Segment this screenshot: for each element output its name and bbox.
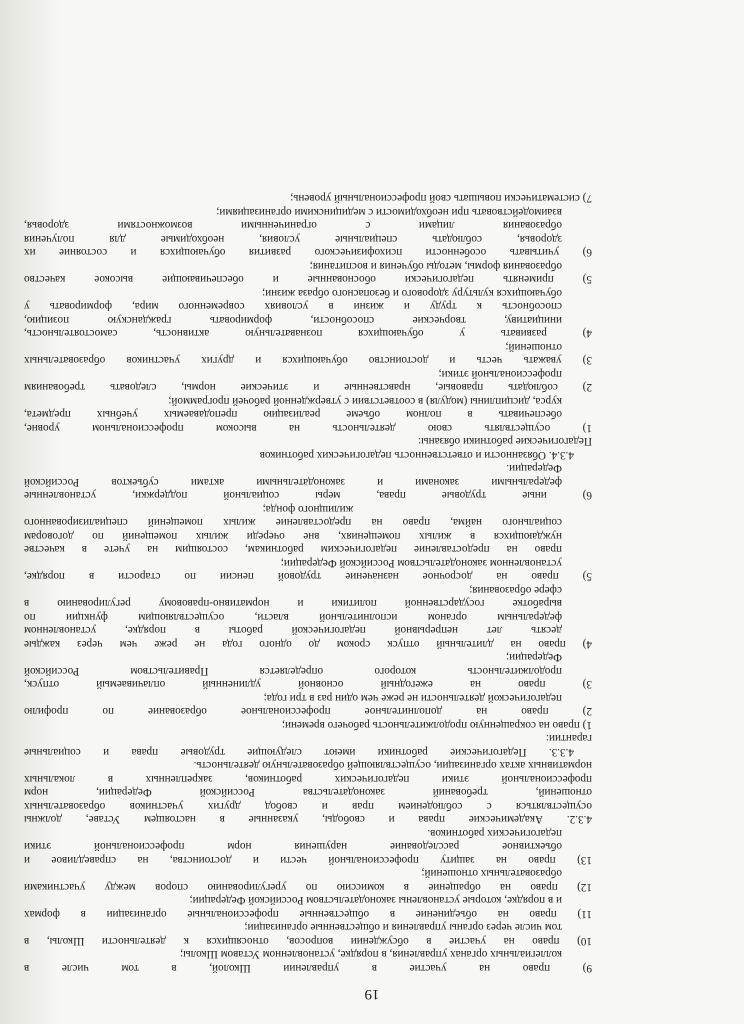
text-line: педагогической деятельности не реже чем один раз в три года; xyxy=(263,692,562,704)
text-line: нормативных актах организации, осуществляющей образовательную деятельность. xyxy=(193,759,592,772)
text-line: объективное расследование нарушения норм профессиональной этики xyxy=(24,840,562,853)
text-line: 5) применять педагогически обоснованные и обеспечивающие высокое качество xyxy=(24,273,592,286)
text-line: профессиональной этики педагогических работников, закрепленных в локальных xyxy=(24,773,592,785)
text-line: Федерации; xyxy=(506,651,562,664)
text-line: 1) право на сокращенную продолжительность рабочего времени; xyxy=(281,719,592,731)
text-line: обеспечивать в полном объеме реализацию преподаваемых учебных предмета, xyxy=(24,408,562,421)
text-line: 11) право на объединение в общественные профессиональные организации в формах xyxy=(24,908,592,920)
text-line: установленном законодательством Российской Федерации; xyxy=(280,557,562,569)
text-line: жилищного фонда; xyxy=(262,503,354,515)
text-line: отношений; xyxy=(505,341,562,353)
text-line: федеральными законами и законодательными актами субъектов Российской xyxy=(24,476,562,488)
text-line: социального найма, право на предоставление жилых помещений специализированного xyxy=(24,516,562,529)
text-line: профессиональной этики; xyxy=(438,368,562,380)
text-line: сфере образования; xyxy=(469,584,562,596)
text-line: 10) право на участие в обсуждении вопросов, относящихся к деятельности Школы, в xyxy=(24,935,592,947)
text-line: 12) право на обращение в комиссию по урегулированию споров между участниками xyxy=(24,881,592,893)
text-line: взаимодействовать при необходимости с медицинскими организациями; xyxy=(216,206,562,218)
text-line: 13) право на защиту профессиональной чести и достоинства, на справедливое и xyxy=(24,854,592,866)
text-line: Педагогические работники обязаны: xyxy=(418,435,592,448)
text-line: 4.3.2. Академические права и свободы, указанные в настоящем Уставе, должны xyxy=(24,813,592,826)
text-line: 2) соблюдать правовые, нравственные и этические нормы, следовать требованиям xyxy=(24,381,592,394)
text-line: выработке государственной политики и нормативно-правовому регулированию в xyxy=(24,597,562,610)
text-line: коллегиальных органах управления, в порядке, установленном Уставом Школы; xyxy=(180,948,562,961)
text-line: образовательных отношений; xyxy=(421,867,562,880)
text-line: Федерации. xyxy=(506,462,562,475)
text-line: здоровья, соблюдать специальные условия, необходимые для получения xyxy=(24,233,562,245)
text-line: федеральным органом исполнительной власти, осуществляющим функции по xyxy=(24,611,562,623)
text-line: нуждающихся в жилых помещениях, вне очереди жилых помещений по договорам xyxy=(24,530,562,542)
text-line: способность к труду и жизни в условиях современного мира, формировать у xyxy=(24,300,562,313)
text-line: обучающихся культуру здорового и безопасного образа жизни; xyxy=(261,287,562,299)
page-number: 19 xyxy=(364,986,380,1002)
text-line: и в порядке, которые установлены законодательством Российской Федерации; xyxy=(189,894,562,907)
text-line: инициативу, творческие способности, формировать гражданскую позицию, xyxy=(24,314,562,326)
text-line: 1) осуществлять свою деятельность на высоком профессиональном уровне, xyxy=(24,422,592,434)
text-line: 4.3.3. Педагогические работники имеют следующие трудовые права и социальные xyxy=(24,746,574,758)
text-line: курса, дисциплины (модуля) в соответствии с утвержденной рабочей программой; xyxy=(168,395,562,407)
text-line: 3) право на ежегодный основной удлиненный оплачиваемый отпуск, xyxy=(24,678,592,691)
text-line: 6) учитывать особенности психофизического развития обучающихся и состояние их xyxy=(24,246,592,259)
text-line: том числе через органы управления и общественные организации; xyxy=(244,921,562,934)
text-line: десять лет непрерывной педагогической работы в порядке, установленном xyxy=(24,624,562,637)
text-line: 4) право на длительный отпуск сроком до одного года не реже чем через каждые xyxy=(24,638,592,650)
text-line: 6) иные трудовые права, меры социальной поддержки, установленные xyxy=(24,489,592,502)
text-line: отношений, требований законодательства Российской Федерации, норм xyxy=(24,786,592,799)
text-line: 7) систематически повышать свой профессиональный уровень; xyxy=(290,192,592,205)
text-line: 4) развивать у обучающихся познавательную активность, самостоятельность, xyxy=(24,327,592,340)
text-line: право на предоставление педагогическим работникам, состоящим на учете в качестве xyxy=(24,543,562,556)
text-line: гарантии: xyxy=(545,732,592,745)
text-line: 3) уважать честь и достоинство обучающихся и других участников образовательных xyxy=(24,354,592,367)
text-line: образования формы, методы обучения и воспитания; xyxy=(309,260,562,272)
text-line: 9) право на участие в управлении Школой, в том числе в xyxy=(24,962,592,974)
text-line: образования лицами с ограниченными возможностями здоровья, xyxy=(24,219,562,232)
text-line: педагогических работников. xyxy=(427,827,562,839)
text-line: 5) право на досрочное назначение трудовой пенсии по старости в порядке, xyxy=(24,570,592,583)
text-line: осуществляться с соблюдением прав и свобод других участников образовательных xyxy=(24,800,592,812)
text-line: продолжительность которого определяется Правительством Российской xyxy=(24,665,562,677)
text-line: 4.3.4. Обязанности и ответственность педагогических работников xyxy=(259,449,574,461)
text-line: 2) право на дополнительное профессиональное образование по профилю xyxy=(24,705,592,718)
document-body xyxy=(24,191,592,974)
